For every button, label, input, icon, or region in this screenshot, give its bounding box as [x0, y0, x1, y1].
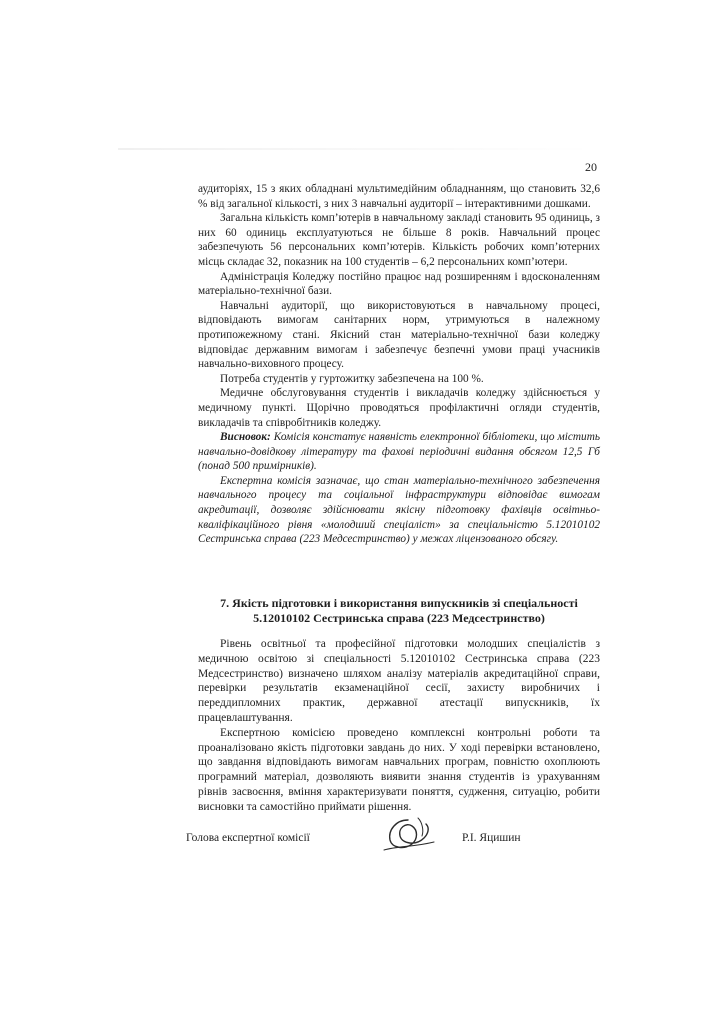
- section-heading-line2: 5.12010102 Сестринська справа (223 Медсестринство): [253, 611, 545, 625]
- section-heading-line1: 7. Якість підготовки і використання випускників зі спеціальності: [220, 596, 578, 610]
- signer-name: Р.І. Яцишин: [462, 832, 521, 844]
- page-number: 20: [585, 160, 597, 174]
- paragraph-administration: Адміністрація Коледжу постійно працює над розширенням і вдосконаленням матеріально-технічної бази.: [198, 270, 600, 298]
- paragraph-control-works: Експертною комісією проведено комплексні контрольні роботи та проаналізовано якість підготовки завдань до них. У ході перевірки встановлено, що завдання відповідають вимогам навчальних програм, повністю охоплюють програмний матеріал, дозволяють виявити знання студентів із урахуванням рівнів засвоєння, вміння характеризувати поняття, судження, ситуацію, робити висновки та самостійно приймати рішення.: [198, 726, 600, 813]
- section-body: [198, 637, 600, 815]
- paragraph-medical: Медичне обслуговування студентів і викладачів коледжу здійснюється у медичному пункті. Щорічно проводяться профілактичні огляди студентів, викладачів та співробітників коледжу.: [198, 387, 600, 429]
- conclusion-label: Висновок:: [220, 431, 271, 444]
- paragraph-dormitory: Потреба студентів у гуртожитку забезпечена на 100 %.: [220, 372, 484, 385]
- signature-label: Голова експертної комісії: [186, 832, 310, 844]
- conclusion-text: Комісія констатує наявність електронної бібліотеки, що містить навчально-довідкову літературу та фахові періодичні видання обсягом 12,5 Гб (понад 500 примірників).: [198, 431, 600, 473]
- handwritten-signature: [378, 812, 438, 856]
- paragraph-auditoriums: аудиторіях, 15 з яких обладнані мультимедійним обладнанням, що становить 32,6 % від загальної кількості, з них 3 навчальні аудиторії – інтерактивними дошками.: [198, 183, 600, 210]
- document-body: [198, 182, 600, 547]
- section-heading: [198, 596, 600, 626]
- paragraph-classrooms: Навчальні аудиторії, що використовуються в навчальному процесі, відповідають вимогам санітарних норм, утримуються в належному протипожежному стані. Якісний стан матеріально-технічної бази коледжу відповідає державним вимогам і забезпечує безпечні умови праці учасників навчально-виховного процесу.: [198, 299, 600, 371]
- expert-note-paragraph: Експертна комісія зазначає, що стан матеріально-технічного забезпечення навчального процесу та соціальної інфраструктури відповідає вимогам акредитації, дозволяє здійснювати якісну підготовку фахівців освітньо-кваліфікаційного рівня «молодший спеціаліст» за спеціальністю 5.12010102 Сестринська справа (223 Медсестринство) у межах ліцензованого обсягу.: [198, 474, 600, 546]
- scan-edge-shadow: [118, 148, 598, 150]
- paragraph-computers: Загальна кількість комп’ютерів в навчальному закладі становить 95 одиниць, з них 60 одиниць експлуатуються не більше 8 років. Навчальний процес забезпечують 56 персональних комп’ютерів. Кількість робочих комп’ютерних місць складає 32, показник на 100 студентів – 6,2 персональних комп’ютери.: [198, 212, 600, 268]
- conclusion-paragraph: [198, 430, 600, 474]
- paragraph-training-level: Рівень освітньої та професійної підготовки молодших спеціалістів з медичною освітою зі спеціальності 5.12010102 Сестринська справа (223 Медсестринство) визначено шляхом аналізу матеріалів акредитаційної справи, перевірки результатів екзаменаційної сесії, захисту виробничих і переддипломних практик, державної атестації випускників, їх працевлаштування.: [198, 638, 600, 724]
